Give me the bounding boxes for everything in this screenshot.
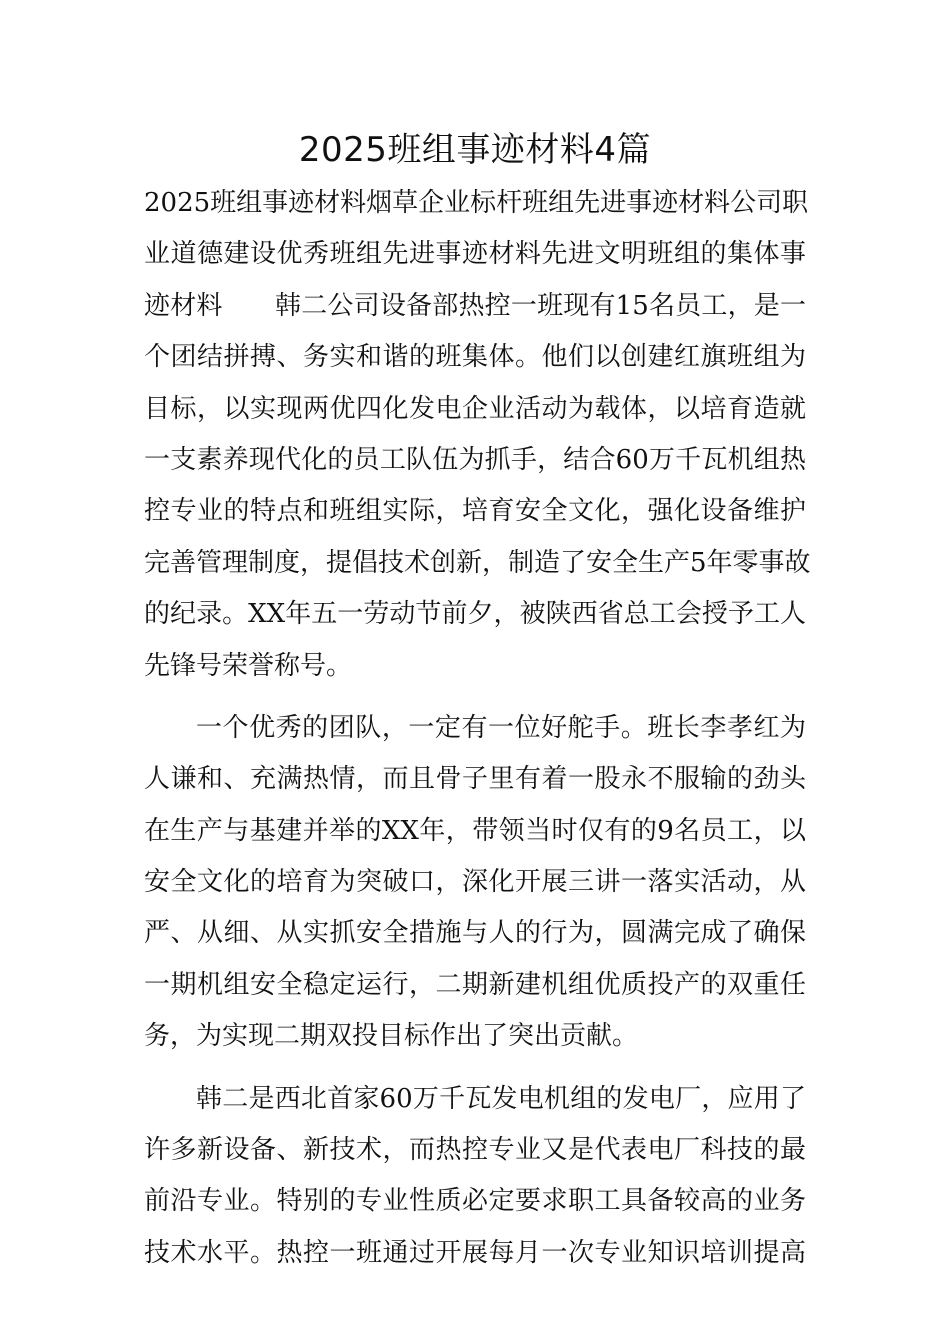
paragraph-1 xyxy=(144,178,811,692)
text-line: 的纪录。XX年五一劳动节前夕，被陕西省总工会授予工人 xyxy=(144,599,806,630)
text-line: 控专业的特点和班组实际，培育安全文化，强化设备维护 xyxy=(144,496,806,527)
text-line: 严、从细、从实抓安全措施与人的行为，圆满完成了确保 xyxy=(144,918,806,949)
text-line: 一支素养现代化的员工队伍为抓手，结合60万千瓦机组热 xyxy=(144,444,806,475)
text-line: 目标，以实现两优四化发电企业活动为载体，以培育造就 xyxy=(144,393,806,424)
text-line: 先锋号荣誉称号。 xyxy=(144,650,353,681)
text-line: 韩二是西北首家60万千瓦发电机组的发电厂，应用了 xyxy=(196,1083,806,1114)
text-line: 前沿专业。特别的专业性质必定要求职工具备较高的业务 xyxy=(144,1186,806,1217)
text-line: 一个优秀的团队，一定有一位好舵手。班长李孝红为 xyxy=(196,712,806,743)
text-line: 务，为实现二期双投目标作出了突出贡献。 xyxy=(144,1021,639,1052)
text-line: 技术水平。热控一班通过开展每月一次专业知识培训提高 xyxy=(144,1237,806,1268)
text-line: 一期机组安全稳定运行，二期新建机组优质投产的双重任 xyxy=(144,969,806,1000)
document-body xyxy=(144,178,811,1279)
document-title: 2025班组事迹材料4篇 xyxy=(298,130,652,170)
text-line: 完善管理制度，提倡技术创新，制造了安全生产5年零事故 xyxy=(144,547,811,578)
text-line: 人谦和、充满热情，而且骨子里有着一股永不服输的劲头 xyxy=(144,764,806,795)
text-line: 业道德建设优秀班组先进事迹材料先进文明班组的集体事 xyxy=(144,239,806,270)
text-line: 在生产与基建并举的XX年，带领当时仅有的9名员工，以 xyxy=(144,815,806,846)
paragraph-3 xyxy=(144,1074,806,1280)
text-line: 2025班组事迹材料烟草企业标杆班组先进事迹材料公司职 xyxy=(144,188,809,218)
text-line: 迹材料 韩二公司设备部热控一班现有15名员工，是一 xyxy=(144,290,806,321)
paragraph-2 xyxy=(144,703,806,1063)
text-line: 许多新设备、新技术，而热控专业又是代表电厂科技的最 xyxy=(144,1135,806,1166)
text-line: 个团结拼搏、务实和谐的班集体。他们以创建红旗班组为 xyxy=(144,342,806,373)
text-line: 安全文化的培育为突破口，深化开展三讲一落实活动，从 xyxy=(144,867,806,898)
